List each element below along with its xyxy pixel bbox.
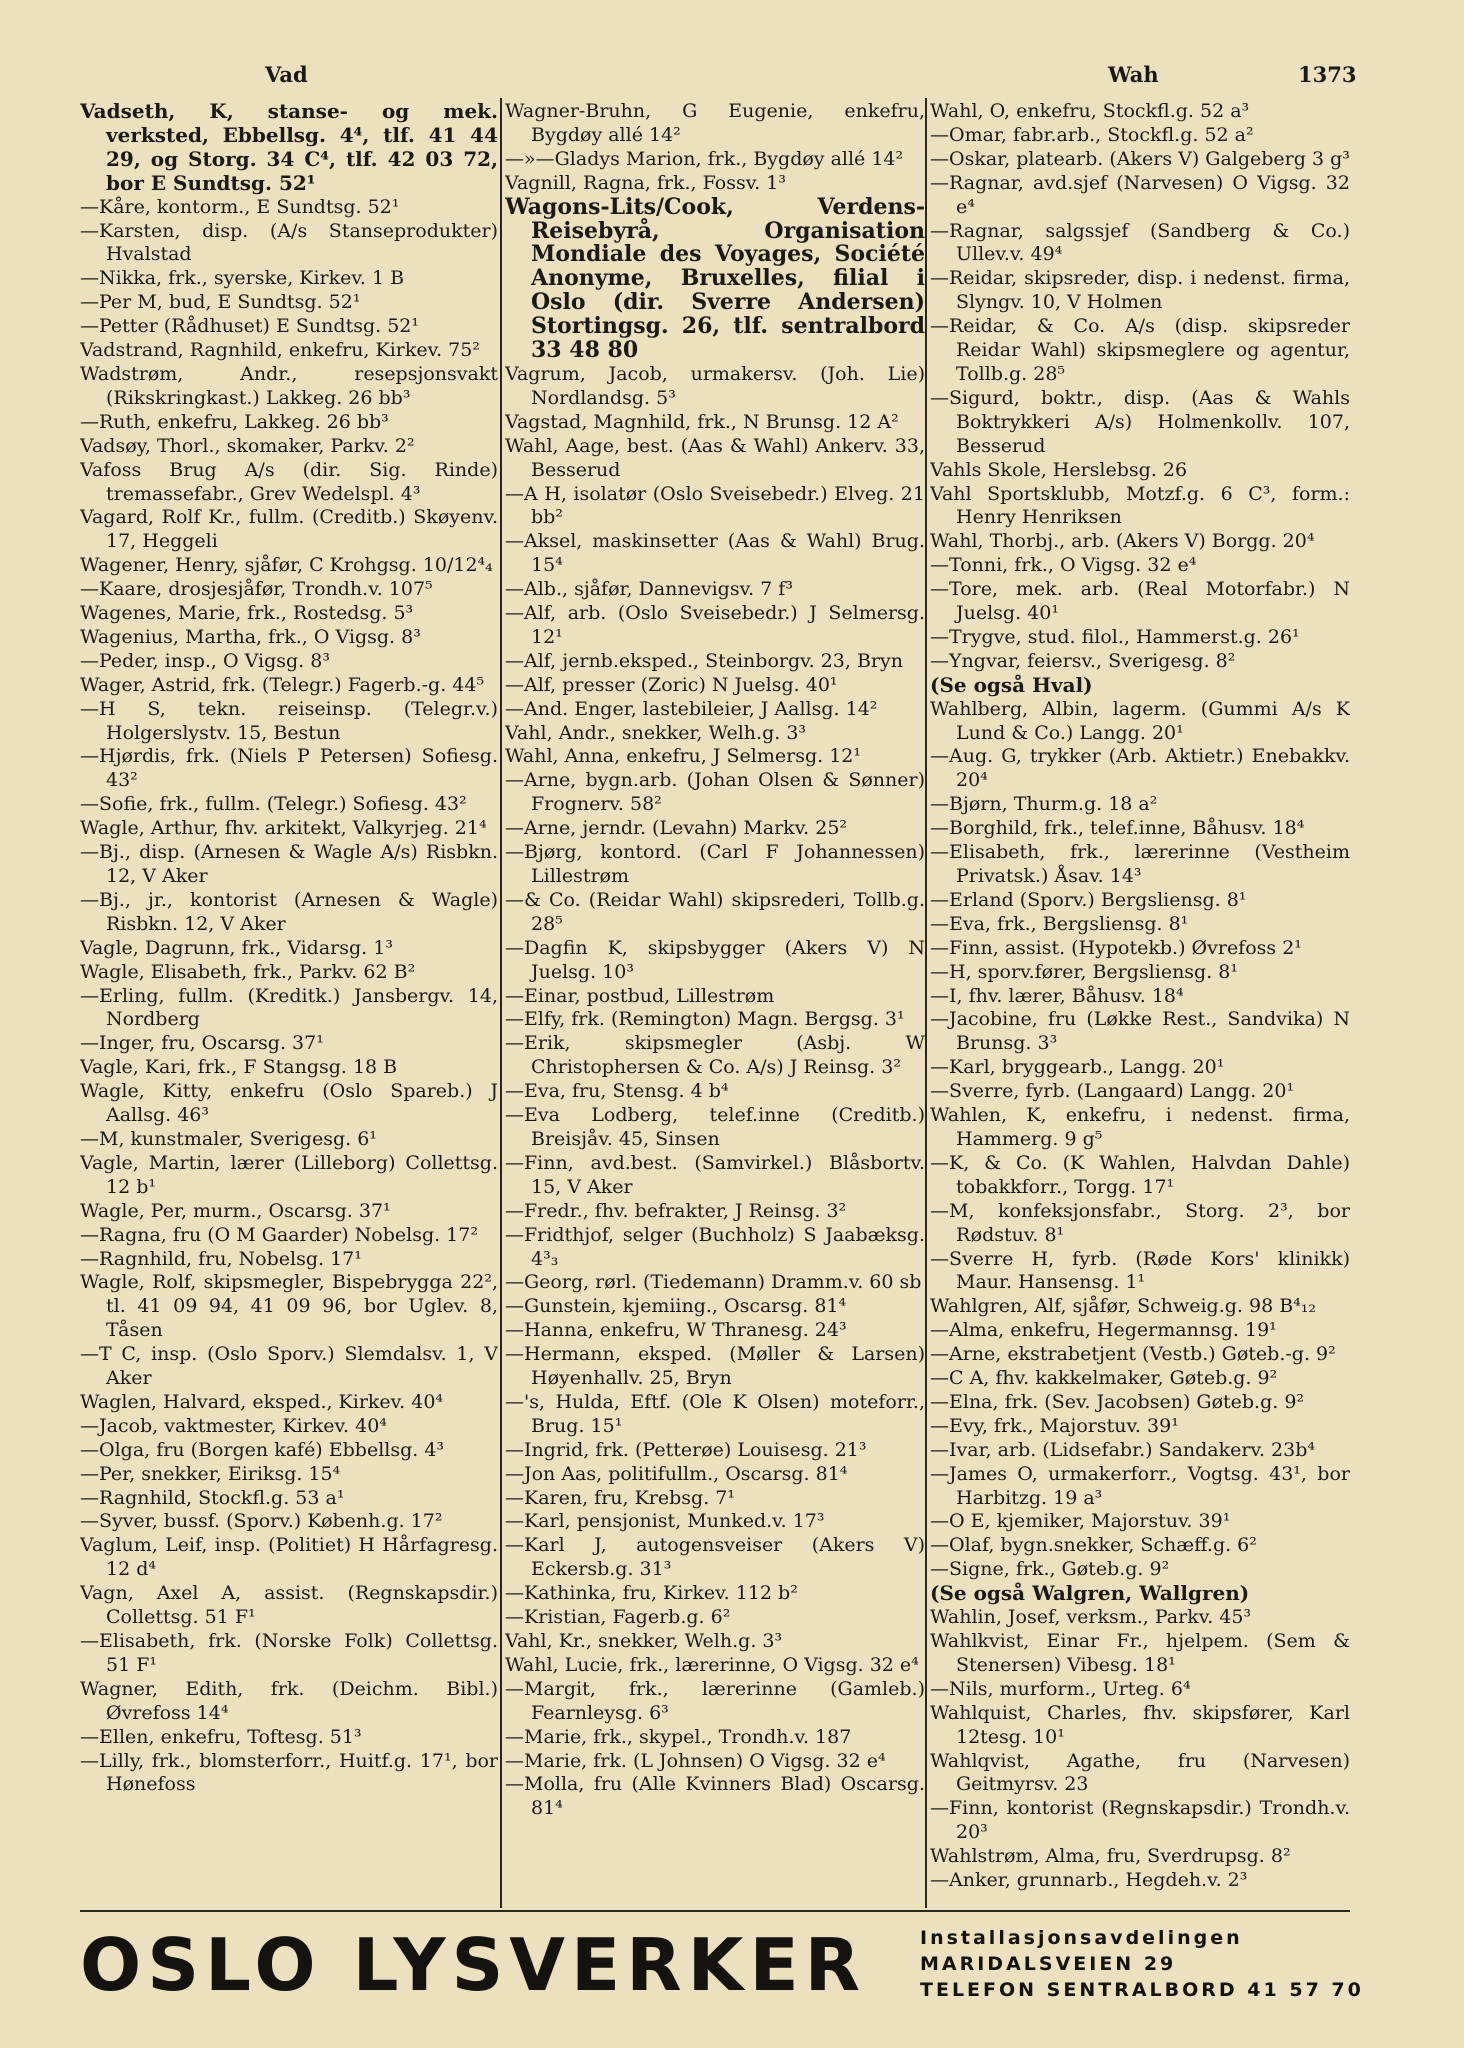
directory-entry: —M, konfeksjonsfabr., Storg. 2³, bor Rødstuv. 8¹ — [930, 1199, 1350, 1246]
directory-entry: —Eva, frk., Bergsliensg. 8¹ — [930, 912, 1189, 935]
directory-entry: —Arne, bygn.arb. (Johan Olsen & Sønner) Frognerv. 58² — [505, 769, 925, 816]
directory-entry: —Nikka, frk., syerske, Kirkev. 1 B — [80, 267, 405, 290]
directory-entry: Wahlstrøm, Alma, fru, Sverdrupsg. 8² — [930, 1845, 1291, 1868]
directory-entry: —Aksel, maskinsetter (Aas & Wahl) Brug. 15⁴ — [505, 530, 925, 577]
directory-entry: —Tore, mek. arb. (Real Motorfabr.) N Juelsg. 40¹ — [930, 578, 1350, 625]
directory-entry: —Marie, frk. (L Johnsen) O Vigsg. 32 e⁴ — [505, 1749, 886, 1772]
directory-entry: —Signe, frk., Gøteb.g. 9² — [930, 1558, 1170, 1581]
directory-entry: —»—Gladys Marion, frk., Bygdøy allé 14² — [505, 147, 904, 170]
directory-entry: —And. Enger, lastebileier, J Aallsg. 14² — [505, 697, 878, 720]
advert-contact-block — [920, 1925, 1364, 2003]
advert-department: Installasjonsavdelingen — [920, 1927, 1243, 1949]
directory-entry: —Arne, jerndr. (Levahn) Markv. 25² — [505, 817, 848, 840]
directory-entry: Wagons-Lits/Cook, Verdens-Reisebyrå, Organisation Mondiale des Voyages, Société Anonyme, Bruxelles, filial i Oslo (dir. Sverre Andersen) Stortingsg. 26, tlf. sentralbord 33 48 80 — [505, 193, 925, 364]
directory-entry: Wahlberg, Albin, lagerm. (Gummi A/s K Lund & Co.) Langg. 20¹ — [930, 697, 1350, 744]
directory-entry: —Georg, rørl. (Tiedemann) Dramm.v. 60 sb — [505, 1271, 922, 1294]
directory-entry: —Marie, frk., skypel., Trondh.v. 187 — [505, 1725, 852, 1748]
directory-column-1 — [80, 100, 498, 1905]
directory-entry: Vadseth, K, stanse- og mek. verksted, Ebbellsg. 4⁴, tlf. 41 44 29, og Storg. 34 C⁴, tlf. 42 03 72, bor E Sundtsg. 52¹ — [80, 100, 498, 195]
directory-entry: —Karl, bryggearb., Langg. 20¹ — [930, 1056, 1225, 1079]
directory-entry: —Ragna, fru (O M Gaarder) Nobelsg. 17² — [80, 1223, 478, 1246]
directory-entry: —Reidar, skipsreder, disp. i nedenst. firma, Slyngv. 10, V Holmen — [930, 267, 1350, 314]
directory-entry: Wagle, Per, murm., Oscarsg. 37¹ — [80, 1199, 391, 1222]
directory-entry: —Olga, fru (Borgen kafé) Ebbellsg. 4³ — [80, 1438, 445, 1461]
directory-entry: Wagle, Kitty, enkefru (Oslo Spareb.) J Aallsg. 46³ — [80, 1080, 498, 1127]
directory-entry: —Ivar, arb. (Lidsefabr.) Sandakerv. 23b⁴ — [930, 1438, 1315, 1461]
running-header-left: Vad — [265, 62, 308, 87]
directory-entry: —Lilly, frk., blomsterforr., Huitf.g. 17¹, bor Hønefoss — [80, 1749, 498, 1796]
directory-entry: —Aug. G, trykker (Arb. Aktietr.) Enebakkv. 20⁴ — [930, 745, 1350, 792]
directory-entry: Wagenius, Martha, frk., O Vigsg. 8³ — [80, 625, 421, 648]
directory-entry: Wahl, Aage, best. (Aas & Wahl) Ankerv. 33, Besserud — [505, 434, 925, 481]
directory-column-2 — [505, 100, 925, 1905]
directory-entry: —Karl, pensjonist, Munked.v. 17³ — [505, 1510, 825, 1533]
directory-entry: Vagle, Dagrunn, frk., Vidarsg. 1³ — [80, 936, 393, 959]
directory-entry: (Se også Walgren, Wallgren) — [930, 1581, 1250, 1606]
directory-entry: —Erland (Sporv.) Bergsliensg. 8¹ — [930, 888, 1247, 911]
directory-entry: —Omar, fabr.arb., Stockfl.g. 52 a² — [930, 123, 1254, 146]
directory-entry: —Syver, bussf. (Sporv.) Københ.g. 17² — [80, 1510, 443, 1533]
directory-entry: —Per M, bud, E Sundtsg. 52¹ — [80, 291, 361, 314]
directory-entry: —Alma, enkefru, Hegermannsg. 19¹ — [930, 1319, 1277, 1342]
directory-entry: —Oskar, platearb. (Akers V) Galgeberg 3 g³ — [930, 147, 1350, 170]
column-divider — [500, 98, 502, 1908]
directory-entry: Wahlgren, Alf, sjåfør, Schweig.g. 98 B⁴₁₂ — [930, 1295, 1317, 1318]
directory-entry: —Finn, avd.best. (Samvirkel.) Blåsbortv. 15, V Aker — [505, 1151, 925, 1198]
directory-entry: —Bjørg, kontord. (Carl F Johannessen) Lillestrøm — [505, 841, 925, 887]
directory-entry: Wahl, Thorbj., arb. (Akers V) Borgg. 20⁴ — [930, 530, 1315, 553]
directory-entry: Wager, Astrid, frk. (Telegr.) Fagerb.-g. 44⁵ — [80, 673, 485, 696]
directory-entry: Vagnill, Ragna, frk., Fossv. 1³ — [505, 171, 786, 194]
directory-entry: Wagenes, Marie, frk., Rostedsg. 5³ — [80, 602, 414, 625]
directory-entry: Vagle, Kari, frk., F Stangsg. 18 B — [80, 1056, 398, 1079]
advert-company-name: OSLO LYSVERKER — [80, 1923, 867, 2007]
directory-entry: —Karsten, disp. (A/s Stanseprodukter) Hvalstad — [80, 219, 498, 266]
directory-entry: Wadstrøm, Andr., resepsjonsvakt (Rikskringkast.) Lakkeg. 26 bb³ — [80, 362, 498, 409]
directory-entry: —Evy, frk., Majorstuv. 39¹ — [930, 1414, 1179, 1437]
directory-entry: —Peder, insp., O Vigsg. 8³ — [80, 649, 330, 672]
directory-entry: —Sverre, fyrb. (Langaard) Langg. 20¹ — [930, 1080, 1295, 1103]
advert-address: MARIDALSVEIEN 29 — [920, 1953, 1177, 1975]
directory-entry: —Eva Lodberg, telef.inne (Creditb.) Breisjåv. 45, Sinsen — [505, 1104, 925, 1150]
directory-entry: —Elna, frk. (Sev. Jacobsen) Gøteb.g. 9² — [930, 1390, 1305, 1413]
directory-entry: (Se også Hval) — [930, 672, 1093, 697]
directory-entry: —& Co. (Reidar Wahl) skipsrederi, Tollb.g. 28⁵ — [505, 888, 925, 935]
page-number: 1373 — [1298, 62, 1357, 87]
directory-entry: Vafoss Brug A/s (dir. Sig. Rinde) tremassefabr., Grev Wedelspl. 4³ — [80, 458, 498, 505]
directory-entry: Wahl, O, enkefru, Stockfl.g. 52 a³ — [930, 100, 1250, 122]
directory-entry: —Alb., sjåfør, Dannevigsv. 7 f³ — [505, 578, 793, 601]
directory-entry: —Elfy, frk. (Remington) Magn. Bergsg. 3¹ — [505, 1008, 905, 1031]
directory-entry: —Ellen, enkefru, Toftesg. 51³ — [80, 1725, 362, 1748]
directory-entry: —Gunstein, kjemiing., Oscarsg. 81⁴ — [505, 1295, 847, 1318]
directory-entry: —Ruth, enkefru, Lakkeg. 26 bb³ — [80, 410, 389, 433]
directory-entry: —Inger, fru, Oscarsg. 37¹ — [80, 1032, 324, 1055]
directory-entry: —Olaf, bygn.snekker, Schæff.g. 6² — [930, 1534, 1257, 1557]
column-divider — [925, 98, 927, 1908]
directory-entry: —Tonni, frk., O Vigsg. 32 e⁴ — [930, 554, 1197, 577]
directory-entry: —Karl J, autogensveiser (Akers V) Eckersb.g. 31³ — [505, 1534, 925, 1581]
directory-entry: —Elisabeth, frk. (Norske Folk) Collettsg. 51 F¹ — [80, 1630, 498, 1676]
directory-entry: —Petter (Rådhuset) E Sundtsg. 52¹ — [80, 315, 419, 338]
directory-entry: —I, fhv. lærer, Båhusv. 18⁴ — [930, 984, 1184, 1007]
directory-entry: —Yngvar, feiersv., Sverigesg. 8² — [930, 649, 1236, 672]
directory-entry: Wahlqvist, Agathe, fru (Narvesen) Geitmyrsv. 23 — [930, 1749, 1350, 1796]
directory-entry: —Sverre H, fyrb. (Røde Kors' klinikk) Maur. Hansensg. 1¹ — [930, 1247, 1350, 1294]
directory-entry: Wahl, Anna, enkefru, J Selmersg. 12¹ — [505, 745, 861, 768]
directory-entry: —Kathinka, fru, Kirkev. 112 b² — [505, 1582, 798, 1605]
directory-entry: Wahlkvist, Einar Fr., hjelpem. (Sem & Stenersen) Vibesg. 18¹ — [930, 1630, 1350, 1676]
directory-entry: Vagstad, Magnhild, frk., N Brunsg. 12 A² — [505, 410, 899, 433]
directory-entry: —Erling, fullm. (Kreditk.) Jansbergv. 14, Nordberg — [80, 984, 498, 1031]
directory-entry: —Alf, presser (Zoric) N Juelsg. 40¹ — [505, 673, 838, 696]
directory-entry: —Hermann, eksped. (Møller & Larsen) Høyenhallv. 25, Bryn — [505, 1343, 925, 1390]
directory-entry: Wagner-Bruhn, G Eugenie, enkefru, Bygdøy allé 14² — [505, 100, 925, 146]
directory-entry: —H S, tekn. reiseinsp. (Telegr.v.) Holgerslystv. 15, Bestun — [80, 697, 498, 744]
directory-entry: —Dagfin K, skipsbygger (Akers V) N Juelsg. 10³ — [505, 936, 925, 983]
directory-entry: —Alf, jernb.eksped., Steinborgv. 23, Bryn — [505, 649, 903, 672]
directory-entry: Wagener, Henry, sjåfør, C Krohgsg. 10/12⁴₄ — [80, 554, 493, 577]
directory-entry: Vagle, Martin, lærer (Lilleborg) Collettsg. 12 b¹ — [80, 1151, 498, 1198]
directory-entry: —K, & Co. (K Wahlen, Halvdan Dahle) tobakkforr., Torgg. 17¹ — [930, 1151, 1350, 1198]
directory-entry: Wagle, Arthur, fhv. arkitekt, Valkyrjeg. 21⁴ — [80, 817, 487, 840]
directory-entry: —Reidar, & Co. A/s (disp. skipsreder Reidar Wahl) skipsmeglere og agentur, Tollb.g. 28⁵ — [930, 315, 1350, 385]
directory-entry: Vadsøy, Thorl., skomaker, Parkv. 2² — [80, 434, 415, 457]
directory-entry: —Kristian, Fagerb.g. 6² — [505, 1606, 731, 1629]
directory-entry: —Ingrid, frk. (Petterøe) Louisesg. 21³ — [505, 1438, 867, 1461]
directory-entry: —Ragnhild, fru, Nobelsg. 17¹ — [80, 1247, 362, 1270]
directory-entry: —M, kunstmaler, Sverigesg. 6¹ — [80, 1127, 377, 1150]
directory-entry: Wagle, Rolf, skipsmegler, Bispebrygga 22², tl. 41 09 94, 41 09 96, bor Uglev. 8, Tåsen — [80, 1271, 498, 1342]
directory-entry: —Bj., jr., kontorist (Arnesen & Wagle) Risbkn. 12, V Aker — [80, 888, 498, 935]
directory-entry: —Per, snekker, Eiriksg. 15⁴ — [80, 1462, 341, 1485]
directory-entry: —C A, fhv. kakkelmaker, Gøteb.g. 9² — [930, 1367, 1278, 1390]
directory-entry: —Einar, postbud, Lillestrøm — [505, 984, 775, 1007]
directory-entry: —Molla, fru (Alle Kvinners Blad) Oscarsg. 81⁴ — [505, 1773, 925, 1820]
directory-entry: —Borghild, frk., telef.inne, Båhusv. 18⁴ — [930, 817, 1305, 840]
directory-entry: Vahls Skole, Herslebsg. 26 — [930, 458, 1188, 481]
directory-entry: Vagrum, Jacob, urmakersv. (Joh. Lie) Nordlandsg. 5³ — [505, 362, 925, 409]
directory-entry: —'s, Hulda, Eftf. (Ole K Olsen) moteforr., Brug. 15¹ — [505, 1390, 925, 1437]
directory-entry: Vadstrand, Ragnhild, enkefru, Kirkev. 75² — [80, 339, 480, 362]
directory-entry: —Ragnar, avd.sjef (Narvesen) O Vigsg. 32 e⁴ — [930, 171, 1350, 218]
directory-entry: —O E, kjemiker, Majorstuv. 39¹ — [930, 1510, 1231, 1533]
directory-entry: —Alf, arb. (Oslo Sveisebedr.) J Selmersg. 12¹ — [505, 602, 925, 648]
directory-entry: —Trygve, stud. filol., Hammerst.g. 26¹ — [930, 625, 1300, 648]
directory-entry: —Erik, skipsmegler (Asbj. W Christophersen & Co. A/s) J Reinsg. 3² — [505, 1032, 925, 1079]
directory-entry: Vahl Sportsklubb, Motzf.g. 6 C³, form.: Henry Henriksen — [930, 482, 1350, 529]
directory-entry: Waglen, Halvard, eksped., Kirkev. 40⁴ — [80, 1390, 444, 1413]
directory-entry: Wahl, Lucie, frk., lærerinne, O Vigsg. 32 e⁴ — [505, 1653, 919, 1676]
directory-entry: Wahlquist, Charles, fhv. skipsfører, Karl 12tesg. 10¹ — [930, 1701, 1350, 1748]
directory-entry: —Bj., disp. (Arnesen & Wagle A/s) Risbkn. 12, V Aker — [80, 841, 498, 887]
directory-entry: —Anker, grunnarb., Hegdeh.v. 2³ — [930, 1869, 1248, 1892]
directory-entry: Wagle, Elisabeth, frk., Parkv. 62 B² — [80, 960, 416, 983]
directory-entry: —Bjørn, Thurm.g. 18 a² — [930, 793, 1158, 816]
directory-entry: —T C, insp. (Oslo Sporv.) Slemdalsv. 1, V Aker — [80, 1343, 498, 1390]
directory-entry: —Kåre, kontorm., E Sundtsg. 52¹ — [80, 195, 400, 218]
directory-entry: Vagard, Rolf Kr., fullm. (Creditb.) Skøyenv. 17, Heggeli — [80, 506, 498, 553]
directory-entry: —H, sporv.fører, Bergsliensg. 8¹ — [930, 960, 1239, 983]
directory-entry: Wahlen, K, enkefru, i nedenst. firma, Hammerg. 9 g⁵ — [930, 1104, 1350, 1150]
directory-entry: —James O, urmakerforr., Vogtsg. 43¹, bor Harbitzg. 19 a³ — [930, 1462, 1350, 1509]
directory-entry: —Arne, ekstrabetjent (Vestb.) Gøteb.-g. 9² — [930, 1343, 1336, 1366]
directory-entry: —Finn, assist. (Hypotekb.) Øvrefoss 2¹ — [930, 936, 1302, 959]
directory-entry: —Jon Aas, politifullm., Oscarsg. 81⁴ — [505, 1462, 848, 1485]
directory-entry: —Nils, murform., Urteg. 6⁴ — [930, 1677, 1191, 1700]
directory-entry: —Ragnhild, Stockfl.g. 53 a¹ — [80, 1486, 345, 1509]
directory-entry: —Hjørdis, frk. (Niels P Petersen) Sofiesg. 43² — [80, 745, 498, 792]
directory-entry: Vagn, Axel A, assist. (Regnskapsdir.) Collettsg. 51 F¹ — [80, 1582, 498, 1629]
directory-entry: Vahl, Kr., snekker, Welh.g. 3³ — [505, 1630, 783, 1652]
directory-entry: —Ragnar, salgssjef (Sandberg & Co.) Ullev.v. 49⁴ — [930, 219, 1350, 266]
directory-entry: —Hanna, enkefru, W Thranesg. 24³ — [505, 1319, 847, 1342]
directory-entry: Vahl, Andr., snekker, Welh.g. 3³ — [505, 721, 807, 744]
directory-entry: —Jacob, vaktmester, Kirkev. 40⁴ — [80, 1414, 387, 1437]
advert-phone: TELEFON SENTRALBORD 41 57 70 — [920, 1979, 1364, 2001]
directory-entry: —A H, isolatør (Oslo Sveisebedr.) Elveg. 21 bb² — [505, 482, 925, 529]
directory-entry: Vaglum, Leif, insp. (Politiet) H Hårfagresg. 12 d⁴ — [80, 1534, 498, 1581]
directory-entry: —Fridthjof, selger (Buchholz) S Jaabæksg. 4³₃ — [505, 1223, 925, 1270]
directory-entry: —Finn, kontorist (Regnskapsdir.) Trondh.v. 20³ — [930, 1797, 1350, 1844]
directory-entry: —Karen, fru, Krebsg. 7¹ — [505, 1486, 735, 1509]
running-header-middle: Wah — [1108, 62, 1159, 87]
directory-column-3 — [930, 100, 1350, 1905]
directory-entry: —Sigurd, boktr., disp. (Aas & Wahls Boktrykkeri A/s) Holmenkollv. 107, Besserud — [930, 386, 1350, 457]
directory-entry: Wahlin, Josef, verksm., Parkv. 45³ — [930, 1606, 1252, 1629]
directory-entry: —Margit, frk., lærerinne (Gamleb.) Fearnleysg. 6³ — [505, 1677, 925, 1724]
directory-entry: —Eva, fru, Stensg. 4 b⁴ — [505, 1080, 729, 1103]
directory-entry: —Elisabeth, frk., lærerinne (Vestheim Privatsk.) Åsav. 14³ — [930, 841, 1350, 887]
directory-entry: —Sofie, frk., fullm. (Telegr.) Sofiesg. 43² — [80, 793, 467, 816]
directory-entry: —Kaare, drosjesjåfør, Trondh.v. 107⁵ — [80, 578, 433, 601]
directory-entry: —Jacobine, fru (Løkke Rest., Sandvika) N Brunsg. 3³ — [930, 1008, 1350, 1055]
directory-entry: —Fredr., fhv. befrakter, J Reinsg. 3² — [505, 1199, 847, 1222]
directory-entry: Wagner, Edith, frk. (Deichm. Bibl.) Øvrefoss 14⁴ — [80, 1677, 498, 1724]
advert-divider — [80, 1910, 1350, 1912]
